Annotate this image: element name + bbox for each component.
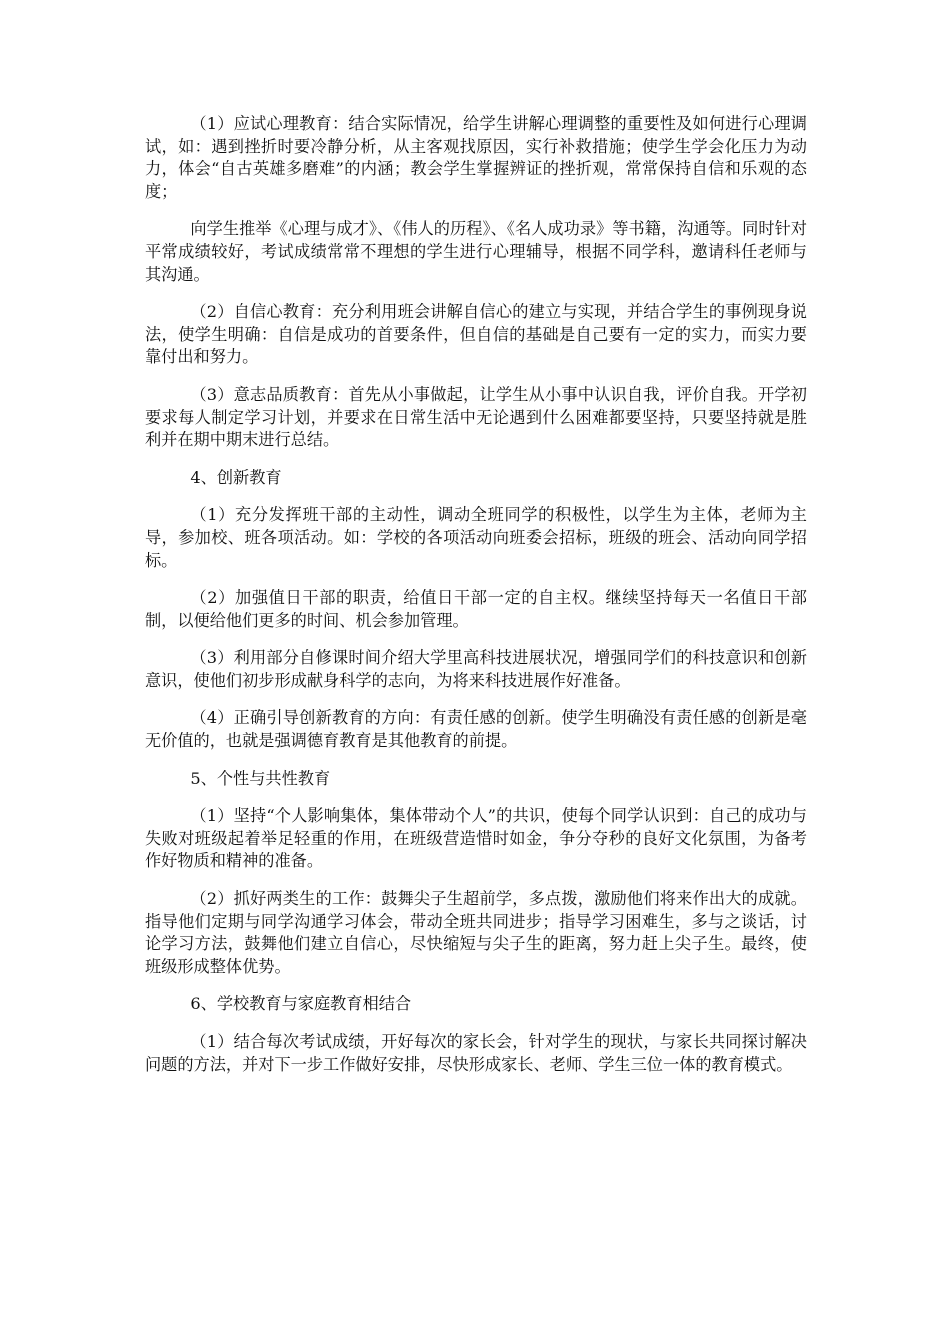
paragraph-innovation-3: （3）利用部分自修课时间介绍大学里高科技进展状况，增强同学们的科技意识和创新意识，使他们初步形成献身科学的志向，为将来科技进展作好准备。 [145,648,807,690]
section-heading-individuality: 5、个性与共性教育 [190,768,331,788]
section-heading-innovation: 4、创新教育 [190,467,282,487]
paragraph-innovation-4: （4）正确引导创新教育的方向：有责任感的创新。使学生明确没有责任感的创新是毫无价值的，也就是强调德育教育是其他教育的前提。 [145,708,807,751]
paragraph-school-family-1: （1）结合每次考试成绩，开好每次的家长会，针对学生的现状，与家长共同探讨解决问题的方法，并对下一步工作做好安排，尽快形成家长、老师、学生三位一体的教育模式。 [145,1032,807,1074]
paragraph-confidence: （2）自信心教育：充分利用班会讲解自信心的建立与实现，并结合学生的事例现身说法，使学生明确：自信是成功的首要条件，但自信的基础是自己要有一定的实力，而实力要靠付出和努力。 [145,302,807,367]
paragraph-individuality-2: （2）抓好两类生的工作：鼓舞尖子生超前学，多点拨，激励他们将来作出大的成就。指导他们定期与同学沟通学习体会，带动全班共同进步；指导学习困难生，多与之谈话，讨论学习方法，鼓舞他们建立自信心，尽快缩短与尖子生的距离，努力赶上尖子生。最终，使班级形成整体优势。 [145,889,807,976]
section-heading-school-family: 6、学校教育与家庭教育相结合 [190,994,412,1014]
paragraph-innovation-2: （2）加强值日干部的职责，给值日干部一定的自主权。继续坚持每天一名值日干部制，以便给他们更多的时间、机会参加管理。 [145,588,807,630]
paragraph-exam-psychology: （1）应试心理教育：结合实际情况，给学生讲解心理调整的重要性及如何进行心理调试，如：遇到挫折时要冷静分析，从主客观找原因，实行补救措施；使学生学会化压力为动力，体会“自古英雄多磨难”的内涵；教会学生掌握辨证的挫折观，常常保持自信和乐观的态度； [145,114,807,201]
paragraph-willpower: （3）意志品质教育：首先从小事做起，让学生从小事中认识自我，评价自我。开学初要求每人制定学习计划，并要求在日常生活中无论遇到什么困难都要坚持，只要坚持就是胜利并在期中期末进行总结。 [145,384,807,450]
paragraph-book-recommendation: 向学生推举《心理与成才》、《伟人的历程》、《名人成功录》等书籍，沟通等。同时针对平常成绩较好，考试成绩常常不理想的学生进行心理辅导，根据不同学科，邀请科任老师与其沟通。 [145,219,807,284]
document-page [145,113,807,1091]
paragraph-individuality-1: （1）坚持“个人影响集体，集体带动个人”的共识，使每个同学认识到：自己的成功与失败对班级起着举足轻重的作用，在班级营造惜时如金，争分夺秒的良好文化氛围，为备考作好物质和精神的准备。 [145,806,807,871]
paragraph-innovation-1: （1）充分发挥班干部的主动性，调动全班同学的积极性，以学生为主体，老师为主导，参加校、班各项活动。如：学校的各项活动向班委会招标，班级的班会、活动向同学招标。 [145,505,807,570]
